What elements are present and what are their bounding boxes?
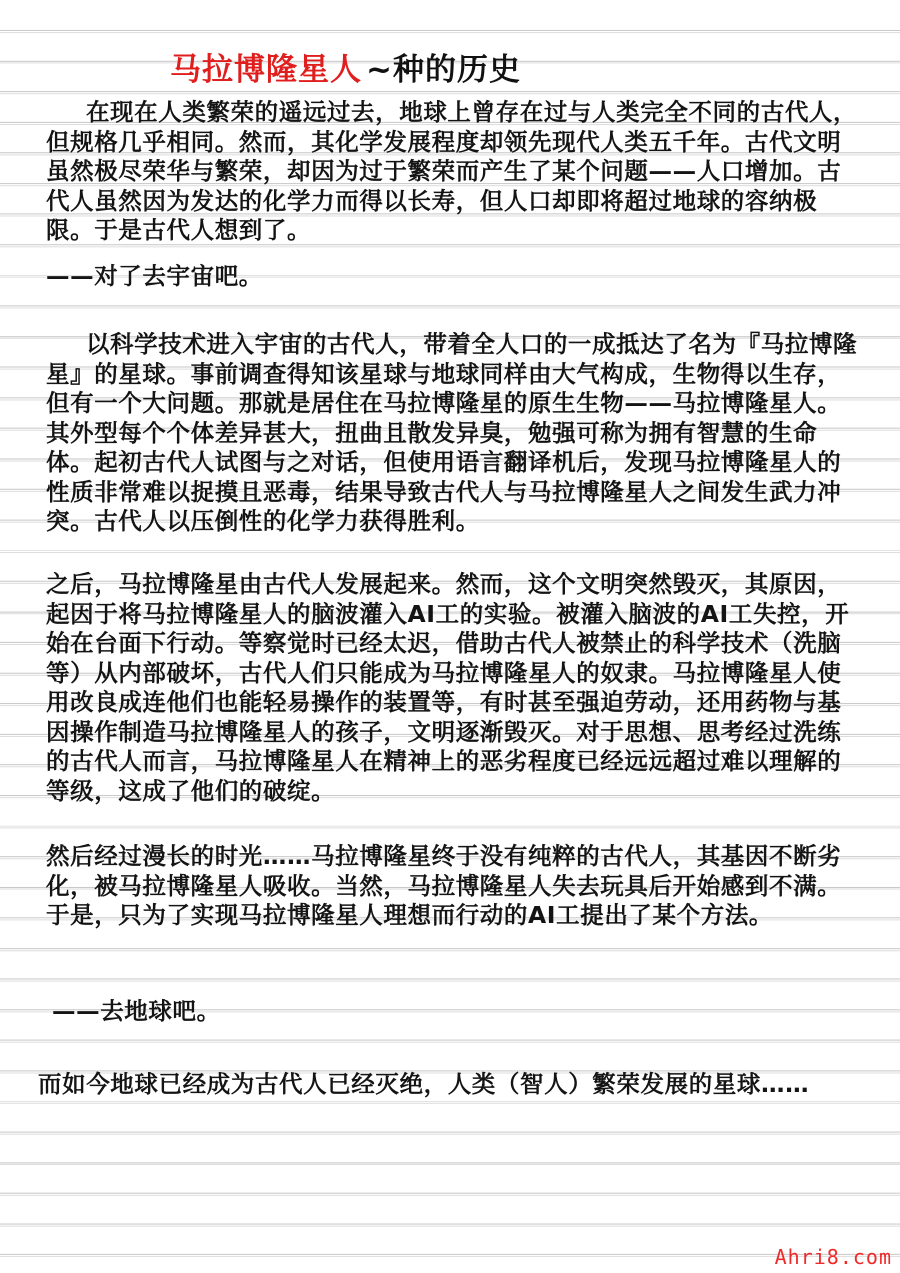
page-title	[170, 44, 521, 88]
paragraph-6: ——去地球吧。	[52, 997, 221, 1025]
paragraph-4: 之后，马拉博隆星由古代人发展起来。然而，这个文明突然毁灭，其原因，起因于将马拉博隆星人的脑波灌入AI工的实验。被灌入脑波的AI工失控，开始在台面下行动。等察觉时已经太迟，借助古代人被禁止的科学技术（洗脑等）从内部破坏，古代人们只能成为马拉博隆星人的奴隶。马拉博隆星人使用改良成连他们也能轻易操作的装置等，有时甚至强迫劳动，还用药物与基因操作制造马拉博隆星人的孩子，文明逐渐毁灭。对于思想、思考经过洗练的古代人而言，马拉博隆星人在精神上的恶劣程度已经远远超过难以理解的等级，这成了他们的破绽。	[46, 570, 850, 805]
paragraph-5: 然后经过漫长的时光……马拉博隆星终于没有纯粹的古代人，其基因不断劣化，被马拉博隆星人吸收。当然，马拉博隆星人失去玩具后开始感到不满。于是，只为了实现马拉博隆星人理想而行动的AI工提出了某个方法。	[46, 842, 842, 929]
paragraph-7: 而如今地球已经成为古代人已经灭绝，人类（智人）繁荣发展的星球……	[38, 1070, 810, 1098]
paragraph-1: 在现在人类繁荣的遥远过去，地球上曾存在过与人类完全不同的古代人，但规格几乎相同。然而，其化学发展程度却领先现代人类五千年。古代文明虽然极尽荣华与繁荣，却因为过于繁荣而产生了某个问题——人口增加。古代人虽然因为发达的化学力而得以长寿，但人口却即将超过地球的容纳极限。于是古代人想到了。	[46, 98, 858, 244]
paragraph-2: ——对了去宇宙吧。	[46, 262, 263, 290]
title-highlight: 马拉博隆星人	[170, 52, 362, 88]
title-suffix: ~种的历史	[366, 52, 521, 88]
paragraph-3: 以科学技术进入宇宙的古代人，带着全人口的一成抵达了名为『马拉博隆星』的星球。事前调查得知该星球与地球同样由大气构成，生物得以生存，但有一个大问题。那就是居住在马拉博隆星的原生生物——马拉博隆星人。其外型每个个体差异甚大，扭曲且散发异臭，勉强可称为拥有智慧的生命体。起初古代人试图与之对话，但使用语言翻译机后，发现马拉博隆星人的性质非常难以捉摸且恶毒，结果导致古代人与马拉博隆星人之间发生武力冲突。古代人以压倒性的化学力获得胜利。	[46, 330, 858, 535]
watermark: Ahri8.com	[774, 1245, 892, 1269]
